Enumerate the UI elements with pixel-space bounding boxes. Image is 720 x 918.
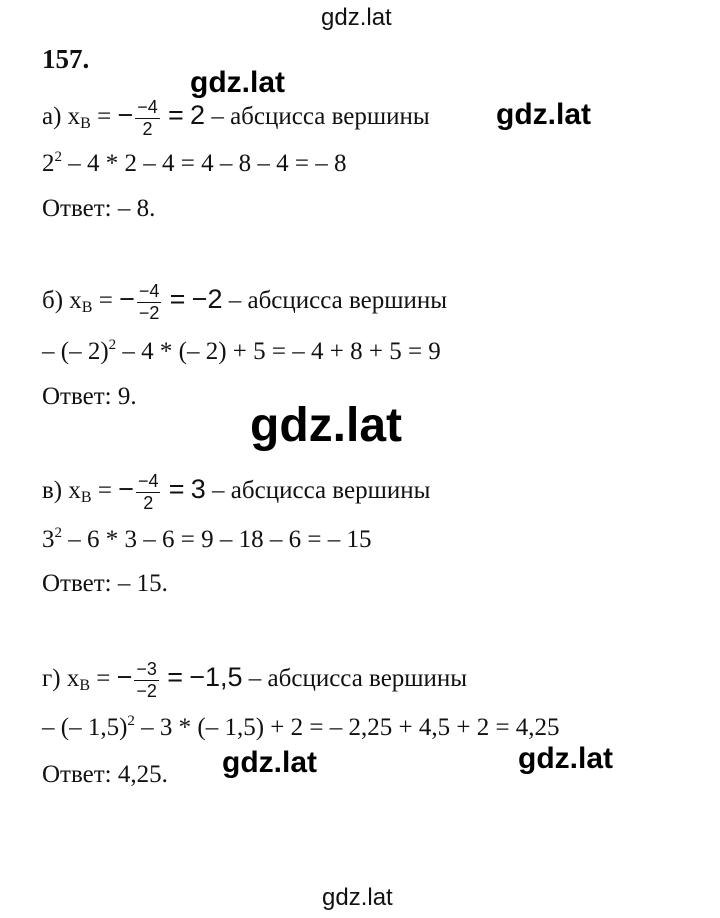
- power: 2: [54, 149, 62, 165]
- x-subscript: В: [80, 115, 91, 133]
- fraction-denominator: −2: [136, 680, 157, 701]
- vertex-note: – абсцисса вершины: [228, 287, 448, 315]
- fraction: [134, 660, 159, 701]
- power: 2: [108, 337, 117, 353]
- equals-sign: =: [98, 287, 113, 315]
- power: 2: [54, 525, 62, 541]
- part-c-calc: $3^2 - 6 * 3 - 6 = 9 - 18 - 6$ = – 15: [42, 525, 372, 553]
- part-d-calc: – (– 1,5)$^2$ – 3 * (– 1,5) + 2 = – 2,25 + 4,5 + 2 = 4,25: [42, 713, 560, 741]
- watermark: gdz.lat: [492, 98, 595, 132]
- fraction-denominator: −2: [138, 302, 160, 323]
- watermark-bottom: gdz.lat: [322, 884, 393, 911]
- part-b-answer: Ответ: 9.: [42, 383, 137, 410]
- part-label: в): [42, 477, 63, 505]
- minus-sign: −: [119, 284, 135, 315]
- fraction: [135, 98, 160, 139]
- power: 2: [127, 713, 135, 729]
- fraction-denominator: 2: [143, 492, 154, 513]
- watermark: gdz.lat: [250, 399, 402, 452]
- vertex-result: 2: [190, 100, 206, 131]
- part-label: а): [42, 103, 62, 131]
- equals-sign: =: [97, 477, 112, 505]
- part-b-formula: [42, 282, 447, 323]
- x-subscript: В: [79, 677, 91, 695]
- watermark: gdz.lat: [514, 742, 617, 776]
- part-c-answer: Ответ: – 15.: [42, 570, 168, 597]
- problem-number: 157.: [42, 44, 90, 74]
- fraction-numerator: −4: [137, 471, 159, 491]
- part-a-formula: [42, 98, 430, 139]
- fraction: [137, 282, 162, 323]
- x-subscript: В: [81, 299, 93, 317]
- fraction-numerator: −4: [138, 281, 160, 301]
- vertex-result: −2: [191, 284, 223, 315]
- fraction-denominator: 2: [142, 118, 153, 139]
- part-b-calc: – (– 2)$^2$ – 4 * (– 2) + 5 = – 4 + 8 + 5 = 9: [42, 337, 441, 365]
- equals-sign: =: [96, 665, 111, 693]
- x-var: x: [69, 287, 82, 315]
- equals-sign: =: [167, 662, 183, 693]
- fraction-numerator: −4: [137, 97, 158, 117]
- part-a-answer: Ответ: – 8.: [42, 195, 156, 222]
- minus-sign: −: [116, 662, 133, 693]
- vertex-note: – абсцисса вершины: [211, 103, 430, 131]
- equals-sign: =: [169, 284, 186, 315]
- x-subscript: В: [80, 489, 92, 507]
- x-var: x: [68, 477, 81, 505]
- equals-sign: =: [168, 474, 185, 505]
- part-label: б): [42, 287, 64, 315]
- equals-sign: =: [168, 100, 184, 131]
- vertex-note: – абсцисса вершины: [212, 477, 431, 505]
- part-d-formula: [42, 660, 467, 701]
- part-c-formula: [42, 472, 430, 513]
- x-var: x: [67, 103, 81, 131]
- part-d-answer: Ответ: 4,25.: [42, 761, 168, 788]
- watermark: gdz.lat: [218, 746, 321, 780]
- part-a-calc: $2^2 - 4 * 2 - 4 = 4 - 8 - 4$ = – 8: [42, 149, 347, 177]
- watermark-top: gdz.lat: [321, 4, 392, 31]
- part-label: г): [42, 665, 61, 693]
- x-var: x: [66, 665, 80, 693]
- watermark: gdz.lat: [186, 66, 289, 100]
- minus-sign: −: [118, 474, 134, 505]
- vertex-result: −1,5: [189, 662, 243, 693]
- vertex-note: – абсцисса вершины: [248, 665, 468, 693]
- fraction: [136, 472, 161, 513]
- equals-sign: =: [97, 103, 112, 131]
- fraction-numerator: −3: [136, 659, 157, 679]
- minus-sign: −: [117, 100, 134, 131]
- vertex-result: 3: [190, 474, 206, 505]
